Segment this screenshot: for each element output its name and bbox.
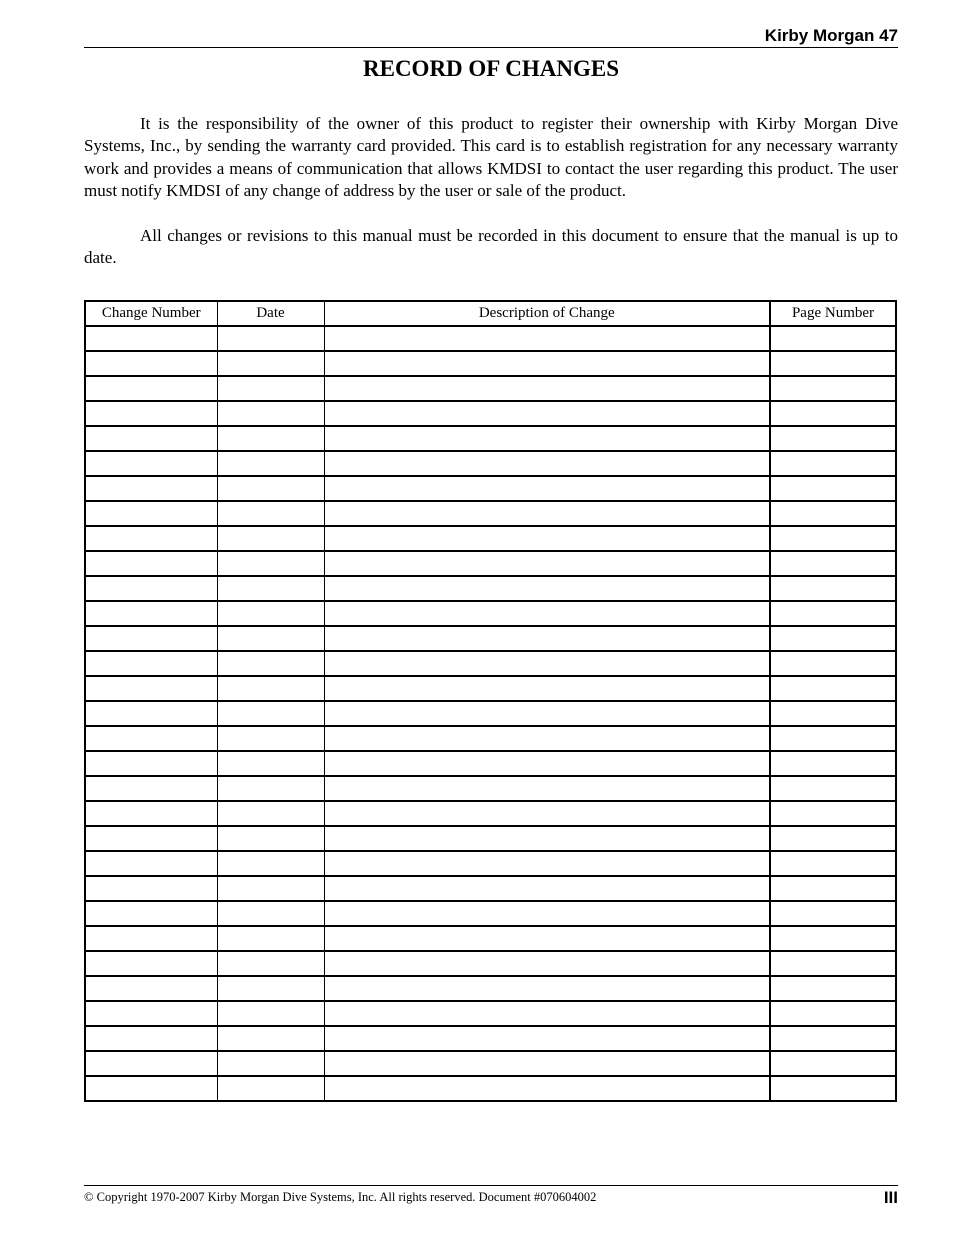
cell-page-number [770,651,896,676]
column-header-change-number: Change Number [85,301,217,326]
cell-date [217,701,324,726]
table-row [85,1001,896,1026]
cell-date [217,376,324,401]
cell-description [324,851,770,876]
cell-description [324,951,770,976]
cell-date [217,801,324,826]
cell-description [324,401,770,426]
cell-description [324,1026,770,1051]
cell-page-number [770,726,896,751]
cell-change-number [85,1076,217,1101]
cell-page-number [770,601,896,626]
table-row [85,576,896,601]
cell-change-number [85,851,217,876]
cell-page-number [770,351,896,376]
document-header-title: Kirby Morgan 47 [764,26,898,45]
cell-page-number [770,876,896,901]
cell-change-number [85,426,217,451]
cell-date [217,351,324,376]
cell-change-number [85,351,217,376]
cell-page-number [770,1051,896,1076]
cell-description [324,876,770,901]
cell-date [217,601,324,626]
cell-page-number [770,576,896,601]
cell-date [217,326,324,351]
cell-page-number [770,451,896,476]
cell-date [217,826,324,851]
cell-date [217,451,324,476]
cell-page-number [770,851,896,876]
cell-page-number [770,951,896,976]
cell-page-number [770,1001,896,1026]
table-body [85,326,896,1101]
table-row [85,351,896,376]
cell-page-number [770,926,896,951]
cell-description [324,451,770,476]
cell-date [217,926,324,951]
cell-date [217,551,324,576]
cell-change-number [85,451,217,476]
cell-date [217,476,324,501]
revisions-paragraph: All changes or revisions to this manual must be recorded in this document to ensure that the manual is up to date. [84,226,898,268]
page-title: RECORD OF CHANGES [363,56,619,81]
cell-change-number [85,751,217,776]
cell-description [324,626,770,651]
cell-change-number [85,776,217,801]
cell-description [324,676,770,701]
cell-change-number [85,901,217,926]
cell-description [324,351,770,376]
table-row [85,401,896,426]
cell-change-number [85,826,217,851]
cell-change-number [85,526,217,551]
cell-description [324,426,770,451]
cell-page-number [770,676,896,701]
table-row [85,451,896,476]
cell-description [324,651,770,676]
cell-description [324,326,770,351]
cell-description [324,776,770,801]
table-row [85,1076,896,1101]
column-header-date: Date [217,301,324,326]
table-row [85,851,896,876]
cell-date [217,876,324,901]
cell-description [324,701,770,726]
cell-change-number [85,951,217,976]
cell-date [217,1026,324,1051]
cell-change-number [85,601,217,626]
cell-date [217,976,324,1001]
table-row [85,1051,896,1076]
cell-change-number [85,401,217,426]
cell-description [324,526,770,551]
cell-page-number [770,751,896,776]
cell-page-number [770,376,896,401]
cell-change-number [85,801,217,826]
table-row [85,626,896,651]
cell-change-number [85,676,217,701]
cell-description [324,976,770,1001]
table-row [85,801,896,826]
cell-change-number [85,376,217,401]
cell-date [217,776,324,801]
cell-change-number [85,876,217,901]
cell-date [217,426,324,451]
cell-page-number [770,701,896,726]
cell-change-number [85,701,217,726]
record-of-changes-table [84,300,897,1102]
cell-description [324,576,770,601]
cell-page-number [770,1076,896,1101]
column-header-page-number: Page Number [770,301,896,326]
cell-date [217,651,324,676]
cell-description [324,1076,770,1101]
cell-date [217,526,324,551]
cell-description [324,376,770,401]
column-header-description: Description of Change [324,301,770,326]
cell-date [217,951,324,976]
cell-change-number [85,1051,217,1076]
cell-page-number [770,401,896,426]
cell-description [324,801,770,826]
table-row [85,976,896,1001]
cell-page-number [770,626,896,651]
cell-change-number [85,1026,217,1051]
cell-date [217,626,324,651]
registration-paragraph: It is the responsibility of the owner of this product to register their ownership with Kirby Morgan Dive Systems, Inc., by sending the warranty card provided. This card is to establish registration for any necessary warranty work and provides a means of communication that allows KMDSI to contact the user regarding this product. The user must notify KMDSI of any change of address by the user or sale of the product. [84,114,898,201]
cell-change-number [85,1001,217,1026]
table-row [85,901,896,926]
cell-page-number [770,976,896,1001]
cell-description [324,826,770,851]
cell-description [324,1001,770,1026]
header-divider [84,47,898,48]
cell-description [324,551,770,576]
table-row [85,376,896,401]
cell-date [217,676,324,701]
cell-description [324,501,770,526]
cell-description [324,726,770,751]
table-row [85,876,896,901]
table-row [85,551,896,576]
cell-change-number [85,501,217,526]
cell-page-number [770,476,896,501]
table-row [85,501,896,526]
cell-change-number [85,551,217,576]
cell-change-number [85,326,217,351]
cell-page-number [770,526,896,551]
table-row [85,751,896,776]
cell-description [324,476,770,501]
cell-page-number [770,826,896,851]
footer-divider [84,1185,898,1186]
cell-date [217,576,324,601]
cell-description [324,1051,770,1076]
cell-description [324,901,770,926]
cell-date [217,901,324,926]
cell-change-number [85,576,217,601]
table-row [85,951,896,976]
table-row [85,726,896,751]
copyright-notice: © Copyright 1970-2007 Kirby Morgan Dive Systems, Inc. All rights reserved. Document #070604002 [84,1190,597,1204]
table-header-row [85,301,896,326]
cell-page-number [770,501,896,526]
cell-change-number [85,651,217,676]
cell-date [217,1076,324,1101]
table-row [85,526,896,551]
table-row [85,701,896,726]
table-row [85,826,896,851]
page-number: III [883,1188,898,1207]
table-row [85,426,896,451]
cell-page-number [770,1026,896,1051]
cell-change-number [85,726,217,751]
table-row [85,601,896,626]
table-row [85,651,896,676]
table-row [85,476,896,501]
cell-change-number [85,976,217,1001]
cell-date [217,501,324,526]
table-row [85,1026,896,1051]
cell-date [217,851,324,876]
table-row [85,776,896,801]
cell-description [324,926,770,951]
cell-date [217,1051,324,1076]
cell-page-number [770,901,896,926]
cell-change-number [85,476,217,501]
cell-page-number [770,326,896,351]
cell-date [217,1001,324,1026]
cell-page-number [770,776,896,801]
cell-description [324,601,770,626]
table-row [85,326,896,351]
cell-page-number [770,551,896,576]
cell-page-number [770,801,896,826]
cell-page-number [770,426,896,451]
table-row [85,676,896,701]
cell-description [324,751,770,776]
cell-date [217,401,324,426]
cell-date [217,726,324,751]
cell-date [217,751,324,776]
table-row [85,926,896,951]
cell-change-number [85,626,217,651]
cell-change-number [85,926,217,951]
